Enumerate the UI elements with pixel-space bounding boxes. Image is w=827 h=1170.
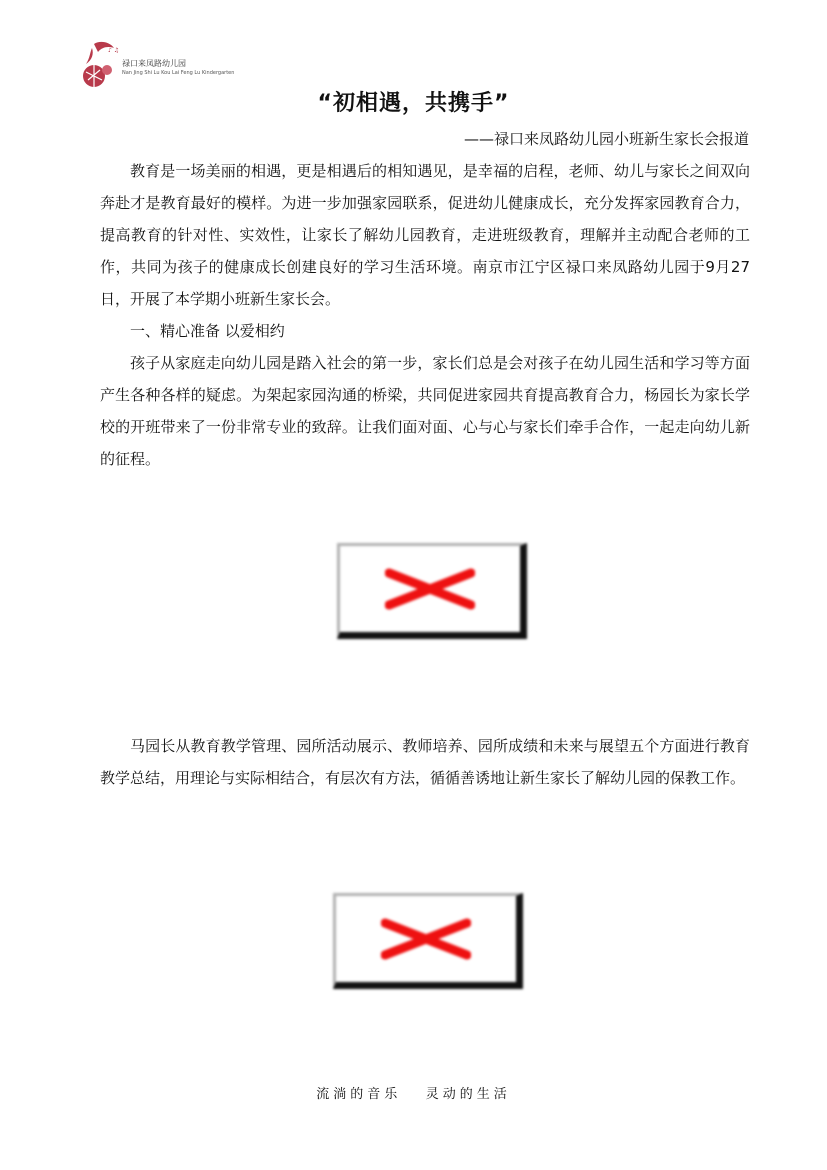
paragraph-summary: 马园长从教育教学管理、园所活动展示、教师培养、园所成绩和未来与展望五个方面进行教育教学总结，用理论与实际相结合，有层次有方法，循循善诱地让新生家长了解幼儿园的保教工作。 <box>100 737 750 787</box>
svg-text:♪ ♫: ♪ ♫ <box>108 47 120 54</box>
paragraph-section-1: 孩子从家庭走向幼儿园是踏入社会的第一步，家长们总是会对孩子在幼儿园生活和学习等方面产生各种各样的疑虑。为架起家园沟通的桥梁，共同促进家园共育提高教育合力，杨园长为家长学校的开班带来了一份非常专业的致辞。让我们面对面、心与心与家长们牵手合作，一起走向幼儿新的征程。 <box>100 354 750 468</box>
broken-image-icon <box>385 567 475 611</box>
broken-image-placeholder <box>337 543 527 639</box>
logo-english-name: Nan Jing Shi Lu Kou Lai Feng Lu Kindergarten <box>122 70 235 76</box>
logo-name: 禄口来凤路幼儿园 <box>122 59 186 68</box>
broken-image-placeholder <box>333 893 523 989</box>
kindergarten-logo-icon <box>80 40 122 90</box>
footer-motto: 流淌的音乐 灵动的生活 <box>316 1087 511 1102</box>
article-subtitle: ——禄口来凤路幼儿园小班新生家长会报道 <box>463 130 749 148</box>
section-heading: 一、精心准备 以爱相约 <box>130 322 285 340</box>
broken-image-icon <box>381 917 471 961</box>
paragraph-intro: 教育是一场美丽的相遇，更是相遇后的相知遇见，是幸福的启程，老师、幼儿与家长之间双向奔赴才是教育最好的模样。为进一步加强家园联系，促进幼儿健康成长，充分发挥家园教育合力，提高教育的针对性、实效性，让家长了解幼儿园教育，走进班级教育，理解并主动配合老师的工作，共同为孩子的健康成长创建良好的学习生活环境。南京市江宁区禄口来凤路幼儿园于9月27日，开展了本学期小班新生家长会。 <box>100 162 750 308</box>
kindergarten-logo <box>80 40 235 90</box>
article-title: “初相遇，共携手” <box>317 91 510 116</box>
